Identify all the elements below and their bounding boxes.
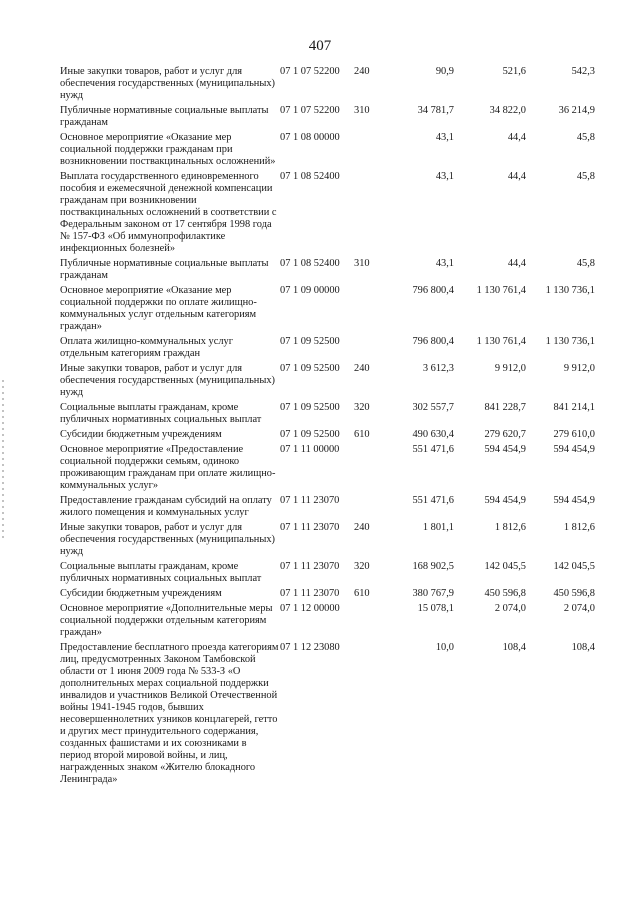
row-name: Публичные нормативные социальные выплаты гражданам <box>60 105 269 128</box>
row-target-code: 07 1 07 52200 <box>280 105 340 116</box>
table-row <box>60 429 595 444</box>
row-value-year-3: 841 214,1 <box>553 402 595 413</box>
row-value-year-2: 34 822,0 <box>489 105 526 116</box>
row-name: Основное мероприятие «Оказание мер социальной поддержки по оплате жилищно-коммунальных услуг отдельным категориям граждан» <box>60 285 257 332</box>
row-expense-type <box>354 603 382 642</box>
row-expense-type: 610 <box>354 588 370 599</box>
row-value-year-1: 34 781,7 <box>417 105 454 116</box>
row-name: Иные закупки товаров, работ и услуг для обеспечения государственных (муниципальных) нужд <box>60 66 276 101</box>
row-expense-type <box>354 495 382 522</box>
row-value-year-2: 44,4 <box>507 258 526 269</box>
row-name: Социальные выплаты гражданам, кроме публичных нормативных социальных выплат <box>60 402 262 425</box>
row-value-year-2: 521,6 <box>502 66 526 77</box>
row-target-code: 07 1 11 23070 <box>280 495 340 506</box>
row-value-year-1: 551 471,6 <box>412 444 454 455</box>
row-name: Оплата жилищно-коммунальных услуг отдельным категориям граждан <box>60 336 234 359</box>
row-name: Основное мероприятие «Оказание мер социальной поддержки гражданам при возникновении поствакцинальных осложнений» <box>60 132 276 167</box>
row-target-code: 07 1 09 52500 <box>280 429 340 440</box>
row-value-year-3: 45,8 <box>576 258 595 269</box>
row-value-year-3: 45,8 <box>576 171 595 182</box>
table-row <box>60 522 595 561</box>
row-expense-type <box>354 132 382 171</box>
row-value-year-2: 841 228,7 <box>484 402 526 413</box>
row-name: Социальные выплаты гражданам, кроме публичных нормативных социальных выплат <box>60 561 262 584</box>
row-value-year-1: 168 902,5 <box>412 561 454 572</box>
page-number: 407 <box>308 38 332 54</box>
row-value-year-2: 1 812,6 <box>494 522 526 533</box>
row-target-code: 07 1 09 52500 <box>280 363 340 374</box>
table-row <box>60 363 595 402</box>
row-value-year-2: 9 912,0 <box>494 363 526 374</box>
row-value-year-1: 380 767,9 <box>412 588 454 599</box>
row-name: Основное мероприятие «Дополнительные меры социальной поддержки отдельным категориям граждан» <box>60 603 273 638</box>
row-value-year-2: 279 620,7 <box>484 429 526 440</box>
row-target-code: 07 1 09 00000 <box>280 285 340 296</box>
row-expense-type <box>354 285 382 336</box>
row-value-year-3: 142 045,5 <box>553 561 595 572</box>
row-expense-type: 240 <box>354 66 370 77</box>
row-expense-type: 320 <box>354 561 370 572</box>
row-name: Основное мероприятие «Предоставление социальной поддержки семьям, одиноко проживающим гражданам при оплате жилищно-коммунальных услуг» <box>60 444 276 491</box>
table-row <box>60 132 595 171</box>
row-value-year-3: 108,4 <box>571 642 595 653</box>
row-value-year-1: 43,1 <box>435 258 454 269</box>
row-value-year-3: 36 214,9 <box>558 105 595 116</box>
row-value-year-1: 490 630,4 <box>412 429 454 440</box>
row-expense-type: 240 <box>354 363 370 374</box>
row-value-year-3: 594 454,9 <box>553 495 595 506</box>
row-name: Предоставление гражданам субсидий на оплату жилого помещения и коммунальных услуг <box>60 495 272 518</box>
row-expense-type <box>354 444 382 495</box>
row-value-year-3: 450 596,8 <box>553 588 595 599</box>
row-target-code: 07 1 08 52400 <box>280 171 340 182</box>
row-target-code: 07 1 08 52400 <box>280 258 340 269</box>
row-target-code: 07 1 11 23070 <box>280 522 340 533</box>
row-name: Субсидии бюджетным учреждениям <box>60 429 222 440</box>
row-expense-type: 240 <box>354 522 370 533</box>
row-value-year-2: 44,4 <box>507 171 526 182</box>
row-target-code: 07 1 11 23070 <box>280 561 340 572</box>
row-expense-type: 610 <box>354 429 370 440</box>
row-value-year-1: 302 557,7 <box>412 402 454 413</box>
table-row <box>60 285 595 336</box>
row-value-year-2: 450 596,8 <box>484 588 526 599</box>
row-expense-type: 310 <box>354 105 370 116</box>
row-name: Субсидии бюджетным учреждениям <box>60 588 222 599</box>
scan-artifact <box>2 380 4 540</box>
budget-table <box>60 66 595 789</box>
row-target-code: 07 1 08 00000 <box>280 132 340 143</box>
table-row <box>60 258 595 285</box>
row-value-year-1: 43,1 <box>435 171 454 182</box>
row-target-code: 07 1 11 23070 <box>280 588 340 599</box>
table-row <box>60 336 595 363</box>
row-target-code: 07 1 12 23080 <box>280 642 340 653</box>
row-value-year-3: 9 912,0 <box>563 363 595 374</box>
table-row <box>60 171 595 258</box>
table-row <box>60 66 595 105</box>
table-row <box>60 495 595 522</box>
row-value-year-1: 15 078,1 <box>417 603 454 614</box>
row-value-year-2: 108,4 <box>502 642 526 653</box>
row-name: Иные закупки товаров, работ и услуг для обеспечения государственных (муниципальных) нужд <box>60 522 276 557</box>
row-value-year-1: 43,1 <box>435 132 454 143</box>
row-value-year-1: 90,9 <box>435 66 454 77</box>
table-row <box>60 105 595 132</box>
row-target-code: 07 1 07 52200 <box>280 66 340 77</box>
row-expense-type <box>354 336 382 363</box>
row-target-code: 07 1 09 52500 <box>280 336 340 347</box>
row-expense-type <box>354 171 382 258</box>
row-name: Предоставление бесплатного проезда категориям лиц, предусмотренных Законом Тамбовской области от 1 июня 2009 года № 533-З «О дополнительных мерах социальной поддержки инвалидов и участников Великой Отечественной войны 1941-1945 годов, бывших несовершеннолетних узников концлагерей, гетто и других мест принудительного содержания, созданных фашистами и их союзниками в период второй мировой войны, и лиц, награжденных знаком «Жителю блокадного Ленинграда» <box>60 642 279 785</box>
row-target-code: 07 1 09 52500 <box>280 402 340 413</box>
table-row <box>60 402 595 429</box>
table-row <box>60 444 595 495</box>
row-expense-type <box>354 642 382 789</box>
row-value-year-2: 1 130 761,4 <box>476 336 526 347</box>
row-expense-type: 320 <box>354 402 370 413</box>
row-value-year-1: 796 800,4 <box>412 285 454 296</box>
row-value-year-2: 594 454,9 <box>484 444 526 455</box>
row-value-year-3: 279 610,0 <box>553 429 595 440</box>
row-target-code: 07 1 12 00000 <box>280 603 340 614</box>
row-value-year-3: 594 454,9 <box>553 444 595 455</box>
table-row <box>60 588 595 603</box>
row-value-year-2: 142 045,5 <box>484 561 526 572</box>
row-name: Выплата государственного единовременного пособия и ежемесячной денежной компенсации гражданам при возникновении поствакцинальных осложнений в соответствии с Федеральным законом от 17 сентября 1998 года № 157-ФЗ «Об иммунопрофилактике инфекционных болезней» <box>60 171 277 254</box>
row-value-year-3: 2 074,0 <box>563 603 595 614</box>
table-row <box>60 603 595 642</box>
row-name: Иные закупки товаров, работ и услуг для обеспечения государственных (муниципальных) нужд <box>60 363 276 398</box>
row-value-year-3: 1 130 736,1 <box>545 336 595 347</box>
row-expense-type: 310 <box>354 258 370 269</box>
row-value-year-3: 542,3 <box>571 66 595 77</box>
budget-table-body <box>60 66 595 789</box>
row-name: Публичные нормативные социальные выплаты гражданам <box>60 258 269 281</box>
row-value-year-1: 10,0 <box>435 642 454 653</box>
row-value-year-1: 1 801,1 <box>422 522 454 533</box>
table-row <box>60 642 595 789</box>
row-value-year-1: 796 800,4 <box>412 336 454 347</box>
row-value-year-3: 45,8 <box>576 132 595 143</box>
table-row <box>60 561 595 588</box>
row-value-year-2: 2 074,0 <box>494 603 526 614</box>
row-value-year-2: 1 130 761,4 <box>476 285 526 296</box>
row-value-year-2: 44,4 <box>507 132 526 143</box>
row-value-year-1: 3 612,3 <box>422 363 454 374</box>
row-value-year-1: 551 471,6 <box>412 495 454 506</box>
row-value-year-3: 1 812,6 <box>563 522 595 533</box>
row-value-year-3: 1 130 736,1 <box>545 285 595 296</box>
row-value-year-2: 594 454,9 <box>484 495 526 506</box>
row-target-code: 07 1 11 00000 <box>280 444 340 455</box>
